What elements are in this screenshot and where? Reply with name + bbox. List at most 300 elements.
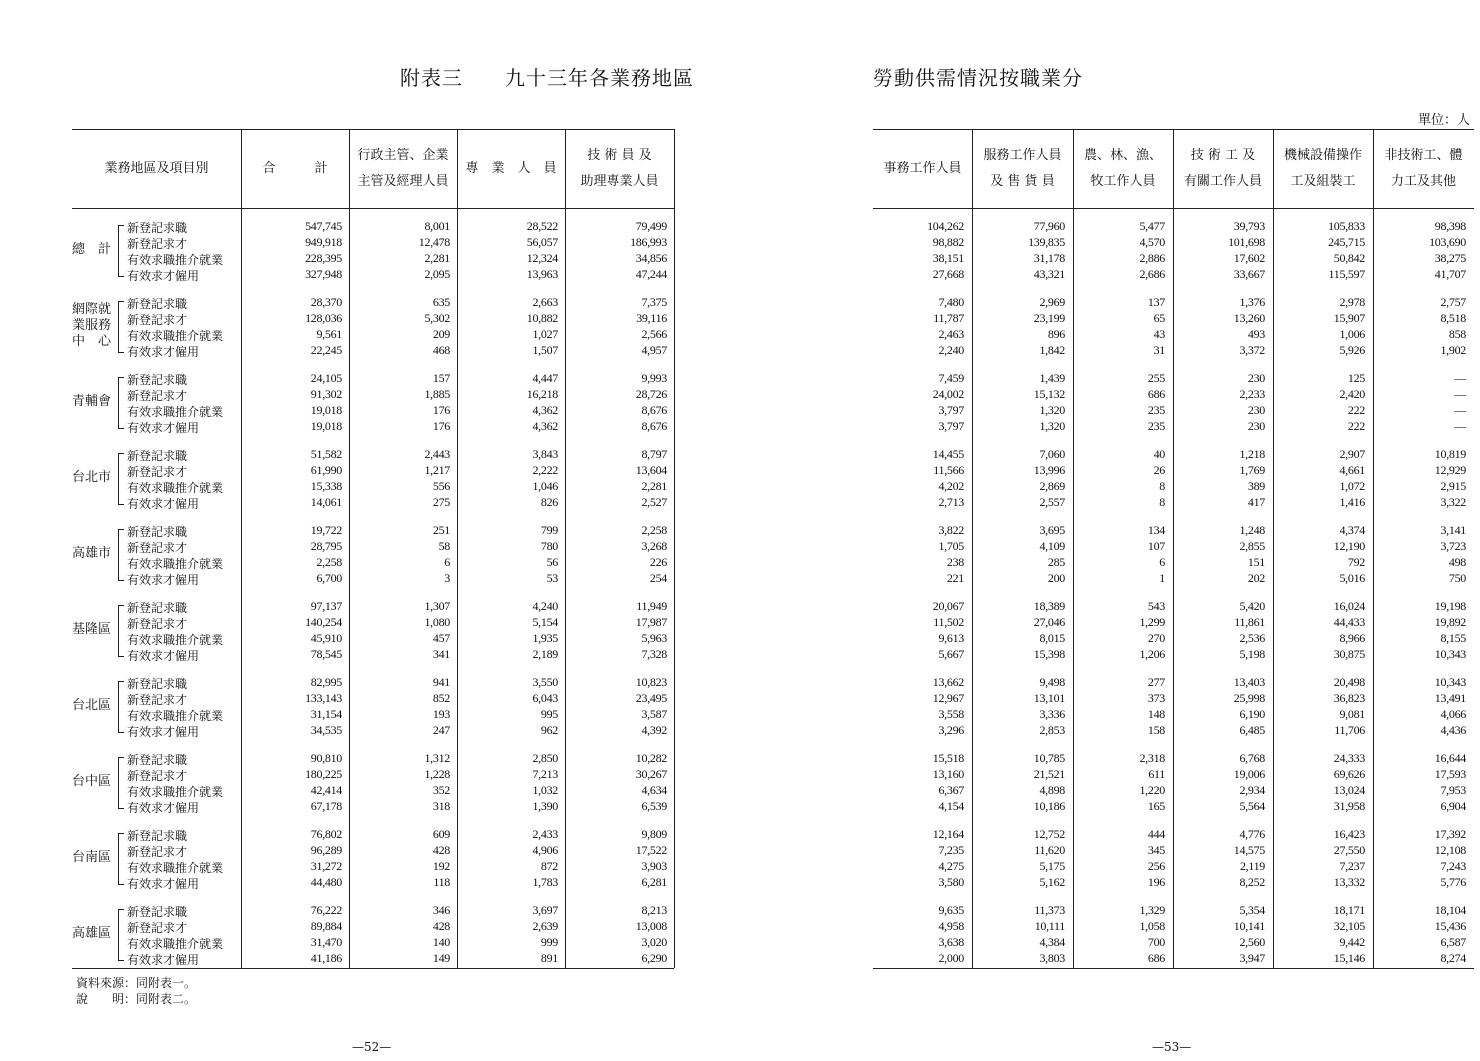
table-cell: 28,522 [526,219,558,233]
table-cell: 9,809 [641,827,667,841]
table-cell: 8,001 [424,219,450,233]
table-cell: 8,213 [641,903,667,917]
table-cell: 5,776 [1440,875,1466,889]
table-cell: 26 [1153,463,1165,477]
table-cell: 7,237 [1339,859,1365,873]
item-label: 有效求職推介就業 [127,861,224,875]
table-cell: 12,190 [1333,539,1365,553]
item-label: 新登記求才 [127,693,188,707]
table-cell: 547,745 [305,219,342,233]
table-cell: 6,367 [938,783,964,797]
table-cell: 18,104 [1434,903,1466,917]
table-cell: 2,222 [532,463,558,477]
table-cell: 105,833 [1328,219,1365,233]
table-cell: 3,296 [938,723,964,737]
table-cell: 96,289 [310,843,342,857]
table-cell: 2,907 [1339,447,1365,461]
table-cell: 13,996 [1033,463,1065,477]
table-cell: 10,282 [635,751,667,765]
table-cell: 235 [1147,419,1165,433]
table-cell: 3,580 [938,875,964,889]
table-cell: 76,802 [310,827,342,841]
region-name-line: 中 心 [72,334,112,349]
region-name-line: 高雄區 [72,926,112,941]
row-group-brace [118,377,124,429]
table-cell: 6,904 [1440,799,1466,813]
row-group-brace [118,529,124,581]
region-name [72,370,111,434]
item-label: 新登記求職 [127,221,188,235]
table-cell: 140,254 [305,615,342,629]
table-cell: 4,362 [532,419,558,433]
table-cell: 17,602 [1233,251,1265,265]
region-name [72,902,111,966]
table-cell: 6,485 [1239,723,1265,737]
table-cell: 6,043 [532,691,558,705]
table-cell: 3,020 [641,935,667,949]
table-cell: 18,389 [1033,599,1065,613]
table-cell: 3,843 [532,447,558,461]
table-cell: 8 [1159,479,1165,493]
table-cell: 61,990 [310,463,342,477]
table-cell: 5,667 [938,647,964,661]
table-cell: 1 [1159,571,1165,585]
table-cell: 4,392 [641,723,667,737]
right-title: 勞動供需情況按職業分 [873,66,1083,90]
table-cell: 14,455 [932,447,964,461]
table-cell: 2,560 [1239,935,1265,949]
table-cell: 941 [432,675,450,689]
table-cell: 9,081 [1339,707,1365,721]
table-cell: 270 [1147,631,1165,645]
table-cell: 2,886 [1139,251,1165,265]
table-cell: 457 [432,631,450,645]
table-cell: — [1454,419,1466,433]
table-cell: 1,329 [1139,903,1165,917]
table-cell: 13,403 [1233,675,1265,689]
table-cell: 15,436 [1434,919,1466,933]
table-cell: 9,635 [938,903,964,917]
table-cell: 176 [432,419,450,433]
page-number-right: —53— [1152,1040,1192,1054]
table-cell: 9,613 [938,631,964,645]
table-cell: 5,477 [1139,219,1165,233]
table-cell: 2,536 [1239,631,1265,645]
table-cell: 39,116 [636,311,667,325]
header-text: 合 計 [262,160,328,176]
table-cell: 493 [1247,327,1265,341]
table-cell: 4,436 [1440,723,1466,737]
table-cell: 11,787 [933,311,964,325]
table-cell: — [1454,371,1466,385]
table-cell: 58 [438,539,450,553]
table-cell: 13,101 [1033,691,1065,705]
table-cell: 8,274 [1440,951,1466,965]
table-cell: 1,439 [1039,371,1065,385]
table-cell: 5,198 [1239,647,1265,661]
item-label: 有效求才僱用 [127,953,200,967]
column-header [1073,129,1173,208]
table-cell: 9,442 [1339,935,1365,949]
table-cell: 180,225 [305,767,342,781]
table-cell: 872 [540,859,558,873]
table-cell: 18,171 [1333,903,1365,917]
item-label: 新登記求才 [127,921,188,935]
header-text: 事務工作人員 [883,160,962,176]
item-label: 有效求職推介就業 [127,329,224,343]
table-cell: 15,146 [1333,951,1365,965]
table-cell: 27,046 [1033,615,1065,629]
table-cell: 139,835 [1028,235,1065,249]
table-cell: 8,676 [641,403,667,417]
region-name [72,750,111,814]
table-cell: 17,522 [635,843,667,857]
item-label: 新登記求才 [127,769,188,783]
page-number-left: —52— [352,1040,392,1054]
table-cell: 2,443 [424,447,450,461]
table-cell: 5,302 [424,311,450,325]
table-cell: 896 [1047,327,1065,341]
table-cell: 2,233 [1239,387,1265,401]
table-cell: 28,795 [310,539,342,553]
table-cell: 90,810 [310,751,342,765]
table-cell: 7,953 [1440,783,1466,797]
region-name-line: 台北區 [72,698,112,713]
row-group-brace [118,757,124,809]
table-cell: 4,661 [1339,463,1365,477]
table-cell: 13,662 [932,675,964,689]
table-cell: 31,958 [1333,799,1365,813]
table-cell: 158 [1147,723,1165,737]
table-cell: 3,797 [938,403,964,417]
table-cell: 8,797 [641,447,667,461]
table-cell: 77,960 [1033,219,1065,233]
table-cell: 7,235 [938,843,964,857]
table-cell: 13,160 [932,767,964,781]
table-cell: 6,700 [316,571,342,585]
table-cell: 2,969 [1039,295,1065,309]
table-cell: 1,312 [424,751,450,765]
table-cell: 556 [432,479,450,493]
region-name-line: 基隆區 [72,622,112,637]
item-label: 新登記求才 [127,465,188,479]
table-cell: 285 [1047,555,1065,569]
table-cell: 5,926 [1339,343,1365,357]
table-cell: 186,993 [630,235,667,249]
table-cell: 1,842 [1039,343,1065,357]
table-cell: 33,667 [1233,267,1265,281]
table-cell: 9,561 [316,327,342,341]
column-header [241,129,349,208]
table-cell: 2,757 [1440,295,1466,309]
table-cell: 31,470 [310,935,342,949]
table-cell: 609 [432,827,450,841]
item-label: 有效求才僱用 [127,801,200,815]
table-cell: 3 [444,571,450,585]
table-cell: 2,934 [1239,783,1265,797]
table-cell: 245,715 [1328,235,1365,249]
table-cell: 15,907 [1333,311,1365,325]
table-cell: 118 [433,875,450,889]
item-label: 有效求才僱用 [127,649,200,663]
region-name-line: 台南區 [72,850,112,865]
table-cell: 27,668 [932,267,964,281]
header-bottom-rule [72,208,674,209]
table-cell: 345 [1147,843,1165,857]
table-cell: 543 [1147,599,1165,613]
table-cell: 65 [1153,311,1165,325]
table-cell: 247 [432,723,450,737]
table-cell: 4,362 [532,403,558,417]
table-cell: 4,957 [641,343,667,357]
table-cell: 3,322 [1440,495,1466,509]
table-cell: 23,199 [1033,311,1065,325]
table-cell: 6,587 [1440,935,1466,949]
region-name [72,826,111,890]
column-header [457,129,565,208]
item-label: 新登記求職 [127,753,188,767]
table-cell: 346 [432,903,450,917]
table-cell: 51,582 [310,447,342,461]
header-text: 機械設備操作 [1283,147,1362,163]
table-cell: 39,793 [1233,219,1265,233]
table-cell: 19,006 [1233,767,1265,781]
table-cell: 20,067 [932,599,964,613]
table-cell: 2,713 [938,495,964,509]
table-cell: 8,015 [1039,631,1065,645]
header-text: 工及組裝工 [1290,173,1356,189]
table-cell: 21,521 [1033,767,1065,781]
item-label: 有效求職推介就業 [127,405,224,419]
table-cell: 2,686 [1139,267,1165,281]
table-cell: 6 [1159,555,1165,569]
table-cell: 176 [432,403,450,417]
table-cell: 36,823 [1333,691,1365,705]
item-label: 新登記求才 [127,541,188,555]
item-label: 有效求才僱用 [127,725,200,739]
table-cell: 140 [432,935,450,949]
table-cell: 858 [1448,327,1466,341]
row-group-brace [118,605,124,657]
table-cell: 2,566 [641,327,667,341]
table-cell: 137 [1147,295,1165,309]
table-cell: 428 [432,843,450,857]
table-cell: 43 [1153,327,1165,341]
table-cell: 221 [946,571,964,585]
table-cell: 3,372 [1239,343,1265,357]
header-text: 牧工作人員 [1090,173,1156,189]
table-cell: 1,032 [532,783,558,797]
item-label: 有效求才僱用 [127,497,200,511]
table-cell: 1,046 [532,479,558,493]
table-cell: 38,151 [932,251,964,265]
table-cell: 104,262 [927,219,964,233]
table-cell: 27,550 [1333,843,1365,857]
table-cell: 53 [546,571,558,585]
table-cell: 3,336 [1039,707,1065,721]
item-label: 新登記求才 [127,313,188,327]
table-cell: 2,663 [532,295,558,309]
table-cell: 24,333 [1333,751,1365,765]
table-cell: 40 [1153,447,1165,461]
region-name-line: 業服務 [72,318,112,333]
table-cell: 2,189 [532,647,558,661]
table-cell: 2,527 [641,495,667,509]
table-cell: 19,722 [310,523,342,537]
item-label: 新登記求職 [127,601,188,615]
column-header [873,129,972,208]
region-name-line: 總 計 [72,242,112,257]
item-label: 有效求職推介就業 [127,785,224,799]
table-cell: 3,697 [532,903,558,917]
table-cell: 2,463 [938,327,964,341]
table-cell: 1,507 [532,343,558,357]
table-cell: 251 [432,523,450,537]
table-cell: 222 [1347,419,1365,433]
table-cell: 78,545 [310,647,342,661]
table-cell: 98,398 [1434,219,1466,233]
table-cell: 11,502 [933,615,964,629]
table-cell: 13,008 [635,919,667,933]
table-cell: 1,217 [424,463,450,477]
table-cell: 5,420 [1239,599,1265,613]
table-cell: 20,498 [1333,675,1365,689]
table-cell: 3,268 [641,539,667,553]
table-cell: 69,626 [1333,767,1365,781]
table-cell: 6,281 [641,875,667,889]
table-cell: 4,109 [1039,539,1065,553]
item-label: 有效求職推介就業 [127,633,224,647]
table-cell: 2,318 [1139,751,1165,765]
item-label: 有效求職推介就業 [127,481,224,495]
table-cell: 34,856 [635,251,667,265]
table-cell: 1,220 [1139,783,1165,797]
row-group-brace [118,833,124,885]
table-cell: 14,061 [310,495,342,509]
table-cell: — [1454,387,1466,401]
footnote-source: 資料來源：同附表一。 [76,976,197,990]
table-cell: 3,587 [641,707,667,721]
table-cell: 799 [540,523,558,537]
table-cell: 1,769 [1239,463,1265,477]
table-cell: 15,518 [932,751,964,765]
table-cell: 2,850 [532,751,558,765]
table-cell: 45,910 [310,631,342,645]
table-cell: 222 [1347,403,1365,417]
table-cell: 4,898 [1039,783,1065,797]
table-cell: 4,374 [1339,523,1365,537]
table-cell: 1,248 [1239,523,1265,537]
table-cell: 255 [1147,371,1165,385]
table-cell: 3,550 [532,675,558,689]
region-name [72,522,111,586]
item-label: 新登記求職 [127,297,188,311]
table-cell: 3,797 [938,419,964,433]
table-cell: 792 [1347,555,1365,569]
table-cell: 13,604 [635,463,667,477]
table-cell: 17,593 [1434,767,1466,781]
table-cell: 1,320 [1039,403,1065,417]
table-cell: 3,638 [938,935,964,949]
item-label: 新登記求才 [127,237,188,251]
table-cell: 2,853 [1039,723,1065,737]
table-cell: 2,557 [1039,495,1065,509]
table-cell: 12,478 [418,235,450,249]
table-cell: 1,390 [532,799,558,813]
table-cell: 56,057 [526,235,558,249]
header-text: 行政主管、企業 [357,147,449,163]
table-cell: 17,987 [635,615,667,629]
table-cell: 635 [432,295,450,309]
table-cell: 6,190 [1239,707,1265,721]
table-cell: 428 [432,919,450,933]
unit-label: 單位：人 [1418,113,1471,128]
column-header [972,129,1073,208]
item-label: 有效求才僱用 [127,573,200,587]
table-cell: 373 [1147,691,1165,705]
table-cell: 19,018 [310,403,342,417]
table-cell: 5,963 [641,631,667,645]
table-cell: 826 [540,495,558,509]
table-cell: 2,258 [641,523,667,537]
column-header [1273,129,1373,208]
header-text: 服務工作人員 [983,147,1062,163]
table-cell: 19,198 [1434,599,1466,613]
table-cell: 6 [444,555,450,569]
table-cell: 468 [432,343,450,357]
header-text: 力工及其他 [1390,173,1456,189]
table-cell: 750 [1448,571,1466,585]
table-cell: 157 [432,371,450,385]
header-text: 專 業 人 員 [465,160,557,176]
table-cell: 7,328 [641,647,667,661]
table-cell: 24,002 [932,387,964,401]
table-cell: 254 [649,571,667,585]
table-cell: 15,398 [1033,647,1065,661]
item-label: 新登記求職 [127,449,188,463]
table-cell: 1,783 [532,875,558,889]
table-cell: 2,433 [532,827,558,841]
table-cell: 115,597 [1328,267,1365,281]
table-cell: 498 [1448,555,1466,569]
table-cell: 8,252 [1239,875,1265,889]
region-name [72,218,111,282]
table-cell: 3,803 [1039,951,1065,965]
table-cell: 192 [432,859,450,873]
table-cell: 11,949 [636,599,667,613]
table-cell: 13,332 [1333,875,1365,889]
item-label: 有效求才僱用 [127,269,200,283]
table-cell: 202 [1247,571,1265,585]
region-name-line: 網際就 [72,302,112,317]
table-cell: 444 [1147,827,1165,841]
table-cell: 125 [1347,371,1365,385]
table-cell: 5,162 [1039,875,1065,889]
table-cell: 8,966 [1339,631,1365,645]
table-cell: 133,143 [305,691,342,705]
item-label: 新登記求職 [127,677,188,691]
table-cell: 149 [432,951,450,965]
header-text: 技 術 工 及 [1190,147,1256,163]
item-label: 新登記求職 [127,829,188,843]
table-cell: 1,027 [532,327,558,341]
table-cell: 1,307 [424,599,450,613]
table-cell: 4,275 [938,859,964,873]
table-cell: 2,095 [424,267,450,281]
table-cell: 11,861 [1234,615,1265,629]
table-cell: 44,433 [1333,615,1365,629]
table-cell: 5,154 [532,615,558,629]
